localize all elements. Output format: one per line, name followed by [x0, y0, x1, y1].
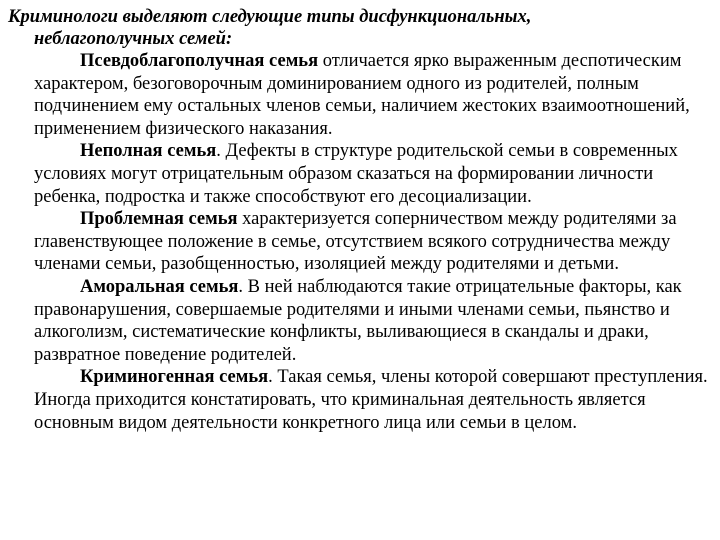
family-types-list: [8, 50, 714, 434]
paragraph-problem-family: [34, 208, 714, 276]
paragraph-criminogenic-family: [34, 366, 714, 434]
description-immoral-family: . В ней наблюдаются такие отрицательные факторы, как правонарушения, совершаемые родителями и иными членами семьи, пьянство и алкоголизм, систематические конфликты, выливающиеся в скандалы и драки, развратное поведение родителей.: [34, 276, 682, 365]
term-criminogenic-family: Криминогенная семья: [80, 367, 269, 388]
description-incomplete-family: . Дефекты в структуре родительской семьи в современных условиях могут отрицательным образом сказаться на формировании личности ребенка, подростка и также способствуют его десоциализации.: [34, 141, 678, 207]
slide-heading: [8, 6, 688, 50]
term-incomplete-family: Неполная семья: [80, 141, 217, 162]
heading-line-2: неблагополучных семей:: [34, 29, 233, 49]
description-criminogenic-family: . Такая семья, члены которой совершают преступления. Иногда приходится констатировать, что криминальная деятельность является основным видом деятельности конкретного лица или семьи в целом.: [34, 367, 708, 433]
heading-line-1: Криминологи выделяют следующие типы дисфункциональных,: [8, 7, 532, 27]
paragraph-immoral-family: [34, 276, 714, 366]
description-pseudo-prosperous-family: отличается ярко выраженным деспотическим характером, безоговорочным доминированием одного из родителей, полным подчинением ему остальных членов семьи, наличием жестоких взаимоотношений, применением физического наказания.: [34, 51, 690, 139]
term-pseudo-prosperous-family: Псевдоблагополучная семья: [80, 51, 319, 71]
term-immoral-family: Аморальная семья: [80, 276, 239, 297]
paragraph-pseudo-prosperous-family: [34, 50, 714, 140]
term-problem-family: Проблемная семья: [80, 209, 238, 230]
description-problem-family: характеризуется соперничеством между родителями за главенствующее положение в семье, отсутствием всякого сотрудничества между членами семьи, разобщенностью, изоляцией между родителями и детьми.: [34, 209, 677, 275]
paragraph-incomplete-family: [34, 140, 714, 208]
